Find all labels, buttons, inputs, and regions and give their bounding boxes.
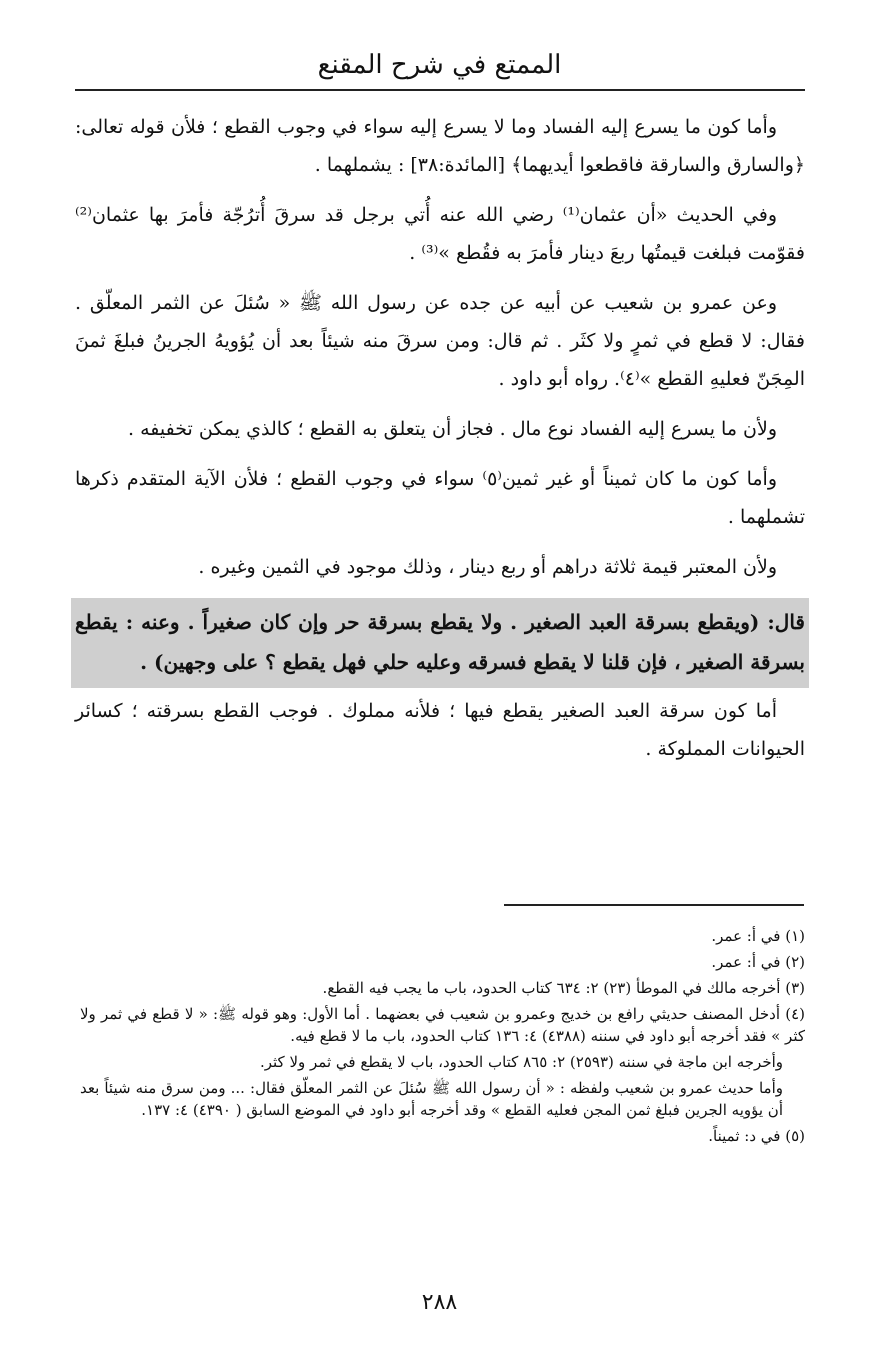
footnote-continuation: وأما حديث عمرو بن شعيب ولفظه : « أن رسول الله ﷺ سُئلَ عن الثمر المعلّق فقال: ... ومن سرق منه شيئاً بعد أن يؤويه الجرين فبلغ ثمن المجن فعليه القطع » وقد أخرجه أبو داود في الموضع السابق ( ٤٣٩٠) ٤: ١٣٧.	[80, 1079, 783, 1119]
footnote: (٤) أدخل المصنف حديثي رافع بن خديج وعمرو بن شعيب في بعضهما . أما الأول: وهو قوله ﷺ: « لا قطع في ثمر ولا كثر » فقد أخرجه أبو داود في سننه (٤٣٨٨) ٤: ١٣٦ كتاب الحدود، باب ما لا قطع فيه.	[80, 1005, 805, 1045]
footnote: (٣) أخرجه مالك في الموطأ (٢٣) ٢: ٦٣٤ كتاب الحدود، باب ما يجب فيه القطع.	[322, 979, 805, 997]
footnote: (١) في أ: عمر.	[711, 927, 805, 945]
footnote: (٢) في أ: عمر.	[711, 953, 805, 971]
paragraph: وأما كون ما يسرع إليه الفساد وما لا يسرع إليه سواء في وجوب القطع ؛ فلأن قوله تعالى: ﴿والسارق والسارقة فاقطعوا أيديهما﴾ [المائدة:٣٨] : يشملهما .	[75, 116, 805, 176]
paragraph: أما كون سرقة العبد الصغير يقطع فيها ؛ فلأنه مملوك . فوجب القطع بسرقته ؛ كسائر الحيوانات المملوكة .	[75, 700, 805, 760]
paragraph: ولأن ما يسرع إليه الفساد نوع مال . فجاز أن يتعلق به القطع ؛ كالذي يمكن تخفيفه .	[128, 418, 777, 440]
paragraph: ولأن المعتبر قيمة ثلاثة دراهم أو ربع دينار ، وذلك موجود في الثمين وغيره .	[198, 556, 777, 578]
running-head-title: الممتع في شرح المقنع	[317, 50, 562, 80]
main-text	[75, 108, 805, 780]
page-number: ٢٨٨	[421, 1290, 458, 1315]
footnote: (٥) في د: ثميناً.	[708, 1127, 805, 1145]
footnotes	[80, 925, 805, 1151]
footnote-continuation: وأخرجه ابن ماجة في سننه (٢٥٩٣) ٢: ٨٦٥ كتاب الحدود، باب لا يقطع في ثمر ولا كثر.	[259, 1053, 783, 1071]
paragraph: وأما كون ما كان ثميناً أو غير ثمين⁽٥⁾ سواء في وجوب القطع ؛ فلأن الآية المتقدم ذكرها تشملهما .	[75, 468, 805, 528]
matn-quote-highlight: قال: (ويقطع بسرقة العبد الصغير . ولا يقطع بسرقة حر وإن كان صغيراً . وعنه : يقطع بسرقة الصغير ، فإن قلنا لا يقطع فسرقه وعليه حلي فهل يقطع ؟ على وجهين) .	[71, 598, 809, 688]
footnote-rule	[504, 904, 804, 906]
header-rule	[75, 89, 805, 91]
paragraph: وفي الحديث «أن عثمان⁽¹⁾ رضي الله عنه أُتي برجل قد سرقَ أُترُجّة فأمرَ بها عثمان⁽²⁾ فقوّمت فبلغت قيمتُها ربعَ دينار فأمرَ به فقُطع »⁽³⁾ .	[75, 204, 805, 264]
paragraph: وعن عمرو بن شعيب عن أبيه عن جده عن رسول الله ﷺ « سُئلَ عن الثمر المعلّق . فقال: لا قطع في ثمرٍ ولا كثَر . ثم قال: ومن سرقَ منه شيئاً بعد أن يُؤويهُ الجرينُ فبلغَ ثمنَ المِجَنّ فعليهِ القطع »⁽٤⁾. رواه أبو داود .	[75, 292, 805, 390]
